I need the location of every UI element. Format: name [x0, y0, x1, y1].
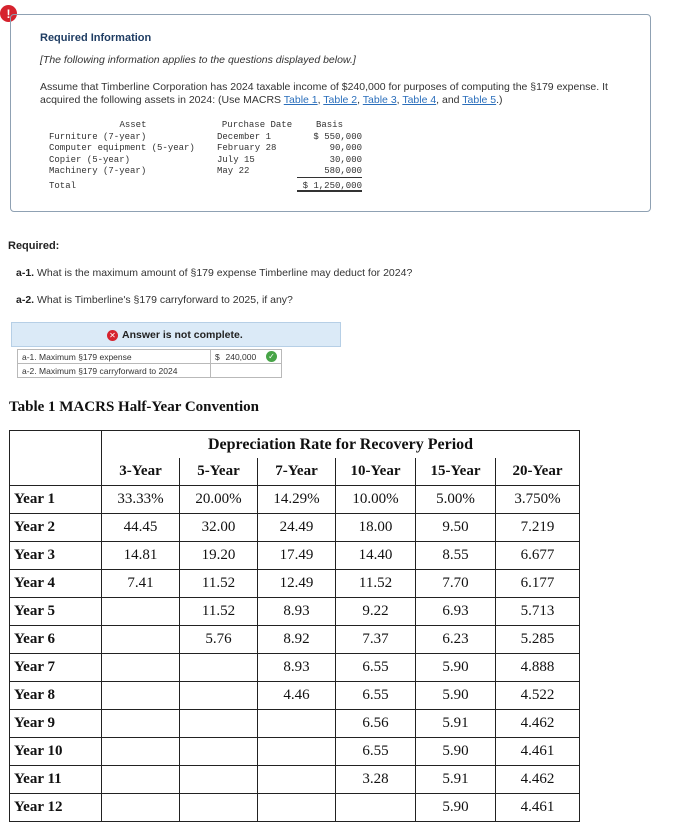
rate-cell: 8.93 [258, 598, 336, 626]
column-header: 20-Year [496, 458, 580, 486]
column-header: 5-Year [180, 458, 258, 486]
rate-cell [336, 794, 416, 822]
rate-cell: 11.52 [180, 598, 258, 626]
basis-cell: $ 550,000 [313, 131, 362, 142]
answer-status-text: Answer is not complete. [122, 329, 243, 341]
rate-cell: 18.00 [336, 514, 416, 542]
table-row [10, 626, 580, 654]
required-label: Required: [8, 240, 60, 252]
rate-cell: 4.522 [496, 682, 580, 710]
rate-cell [102, 710, 180, 738]
group-header: Depreciation Rate for Recovery Period [102, 431, 580, 459]
rate-cell: 6.55 [336, 682, 416, 710]
rate-cell: 20.00% [180, 486, 258, 514]
question-a2-text: What is Timberline's §179 carryforward to 2025, if any? [37, 294, 293, 306]
row-label: Year 5 [10, 598, 102, 626]
date-cell: February 28 [217, 143, 277, 153]
rate-cell [102, 766, 180, 794]
asset-table-header [49, 120, 362, 132]
table-row [10, 682, 580, 710]
column-header: 7-Year [258, 458, 336, 486]
rate-cell: 4.461 [496, 738, 580, 766]
basis-cell: Basis [315, 120, 343, 130]
problem-text: Assume that Timberline Corporation has 2024 taxable income of $240,000 for purposes of computing the §179 expense. It acquired the following assets in 2024: (Use MACRS [40, 81, 608, 106]
rate-cell [102, 794, 180, 822]
date-cell: May 22 [217, 166, 250, 176]
answer-input-a2[interactable] [211, 364, 282, 378]
table-row [10, 738, 580, 766]
basis-cell: 30,000 [329, 154, 362, 165]
date-cell: July 15 [217, 154, 255, 165]
rate-cell: 14.29% [258, 486, 336, 514]
rate-cell [102, 682, 180, 710]
answer-value: 240,000 [225, 351, 257, 362]
row-label: Year 1 [10, 486, 102, 514]
answer-label: a-2. Maximum §179 carryforward to 2024 [18, 364, 211, 378]
row-label: Year 6 [10, 626, 102, 654]
problem-statement: Assume that Timberline Corporation has 2024 taxable income of $240,000 for purposes of computing the §179 expense. It acquired the following assets in 2024: (Use MACRS Table 1, Table 2, Table 3, Table 4, and Table 5.) [40, 81, 608, 106]
rate-cell: 4.461 [496, 794, 580, 822]
answer-row-a1 [18, 350, 282, 364]
rate-cell: 11.52 [336, 570, 416, 598]
rate-cell: 5.91 [416, 710, 496, 738]
asset-row [49, 166, 362, 178]
answer-row-a2 [18, 364, 282, 378]
rate-cell: 8.92 [258, 626, 336, 654]
rate-cell [102, 654, 180, 682]
rate-cell: 6.93 [416, 598, 496, 626]
table-row [10, 766, 580, 794]
row-label: Year 4 [10, 570, 102, 598]
rate-cell: 4.462 [496, 710, 580, 738]
row-label: Year 3 [10, 542, 102, 570]
asset-cell: Furniture (7-year) [49, 131, 147, 142]
rate-cell [180, 794, 258, 822]
basis-cell: $ 1,250,000 [297, 181, 362, 193]
rate-cell [258, 738, 336, 766]
rate-cell: 17.49 [258, 542, 336, 570]
rate-cell [258, 766, 336, 794]
rate-cell [180, 710, 258, 738]
asset-row [49, 132, 362, 144]
rate-cell: 5.285 [496, 626, 580, 654]
answer-label: a-1. Maximum §179 expense [18, 350, 211, 364]
rate-cell: 6.23 [416, 626, 496, 654]
table-row [10, 794, 580, 822]
rate-cell: 9.22 [336, 598, 416, 626]
answer-status-banner [11, 322, 341, 347]
table-row [10, 598, 580, 626]
answer-table [17, 349, 282, 378]
question-a1-text: What is the maximum amount of §179 expense Timberline may deduct for 2024? [37, 267, 413, 279]
asset-cell: Machinery (7-year) [49, 166, 147, 176]
rate-cell: 6.55 [336, 738, 416, 766]
rate-cell: 5.90 [416, 794, 496, 822]
rate-cell [258, 710, 336, 738]
rate-cell: 4.462 [496, 766, 580, 794]
question-a2 [16, 294, 293, 306]
panel-subtitle: [The following information applies to the questions displayed below.] [40, 54, 356, 66]
rate-cell: 6.55 [336, 654, 416, 682]
date-cell: December 1 [217, 131, 272, 142]
row-label: Year 2 [10, 514, 102, 542]
link-table-2[interactable]: Table 2 [323, 94, 358, 106]
rate-cell: 3.28 [336, 766, 416, 794]
link-table-3[interactable]: Table 3 [362, 94, 397, 106]
date-cell [217, 181, 297, 193]
asset-cell: Computer equipment (5-year) [49, 143, 195, 153]
asset-row [49, 155, 362, 167]
rate-cell [102, 598, 180, 626]
alert-icon: ! [0, 5, 17, 22]
date-cell: Purchase Date [221, 120, 293, 130]
rate-cell [102, 626, 180, 654]
asset-table [49, 120, 362, 192]
row-label: Year 7 [10, 654, 102, 682]
question-a1-id: a-1. [16, 267, 35, 279]
table-row [10, 570, 580, 598]
required-information-panel [10, 14, 651, 212]
rate-cell: 6.177 [496, 570, 580, 598]
rate-cell [180, 682, 258, 710]
incorrect-icon: ✕ [107, 330, 118, 341]
rate-cell: 5.90 [416, 654, 496, 682]
column-header: 15-Year [416, 458, 496, 486]
row-label: Year 11 [10, 766, 102, 794]
rate-cell: 9.50 [416, 514, 496, 542]
rate-cell: 33.33% [102, 486, 180, 514]
rate-cell: 44.45 [102, 514, 180, 542]
rate-cell: 10.00% [336, 486, 416, 514]
rate-cell: 5.91 [416, 766, 496, 794]
table-row [10, 486, 580, 514]
rate-cell: 14.40 [336, 542, 416, 570]
table-row [10, 542, 580, 570]
rate-cell: 19.20 [180, 542, 258, 570]
asset-cell: Asset [119, 120, 147, 130]
row-label: Year 12 [10, 794, 102, 822]
rate-cell: 3.750% [496, 486, 580, 514]
rate-cell: 32.00 [180, 514, 258, 542]
rate-cell: 24.49 [258, 514, 336, 542]
link-table-1[interactable]: Table 1 [283, 94, 318, 106]
asset-row [49, 143, 362, 155]
rate-cell [258, 794, 336, 822]
basis-cell: 580,000 [297, 166, 362, 178]
table-row [10, 514, 580, 542]
row-label: Year 8 [10, 682, 102, 710]
rate-cell [180, 738, 258, 766]
question-a2-id: a-2. [16, 294, 35, 306]
rate-cell: 8.55 [416, 542, 496, 570]
link-table-4[interactable]: Table 4 [402, 94, 437, 106]
rate-cell: 8.93 [258, 654, 336, 682]
rate-cell: 5.713 [496, 598, 580, 626]
rate-cell: 11.52 [180, 570, 258, 598]
row-label: Year 9 [10, 710, 102, 738]
column-header: 3-Year [102, 458, 180, 486]
table-row [10, 710, 580, 738]
rate-cell: 7.37 [336, 626, 416, 654]
rate-cell: 7.219 [496, 514, 580, 542]
basis-cell: 90,000 [329, 143, 362, 153]
asset-cell: Copier (5-year) [49, 154, 131, 165]
asset-cell: Total [49, 180, 77, 191]
rate-cell: 6.56 [336, 710, 416, 738]
rate-cell [102, 738, 180, 766]
asset-total-row [49, 181, 362, 193]
rate-cell [180, 766, 258, 794]
rate-cell: 14.81 [102, 542, 180, 570]
rate-cell: 5.90 [416, 738, 496, 766]
rate-cell: 12.49 [258, 570, 336, 598]
rate-cell: 7.41 [102, 570, 180, 598]
panel-title: Required Information [40, 32, 152, 44]
rate-cell: 6.677 [496, 542, 580, 570]
rate-cell: 4.888 [496, 654, 580, 682]
rate-cell: 7.70 [416, 570, 496, 598]
question-a1 [16, 267, 412, 279]
rate-cell [180, 654, 258, 682]
rate-cell: 5.90 [416, 682, 496, 710]
row-label: Year 10 [10, 738, 102, 766]
link-table-5[interactable]: Table 5 [462, 94, 497, 106]
answer-input-a1[interactable] [211, 350, 282, 364]
table-row [10, 654, 580, 682]
check-icon: ✓ [266, 351, 277, 362]
rate-cell: 5.76 [180, 626, 258, 654]
macrs-table [9, 430, 580, 822]
currency-symbol: $ [215, 351, 220, 362]
table1-title: Table 1 MACRS Half-Year Convention [9, 399, 260, 415]
column-header: 10-Year [336, 458, 416, 486]
rate-cell: 4.46 [258, 682, 336, 710]
rate-cell: 5.00% [416, 486, 496, 514]
